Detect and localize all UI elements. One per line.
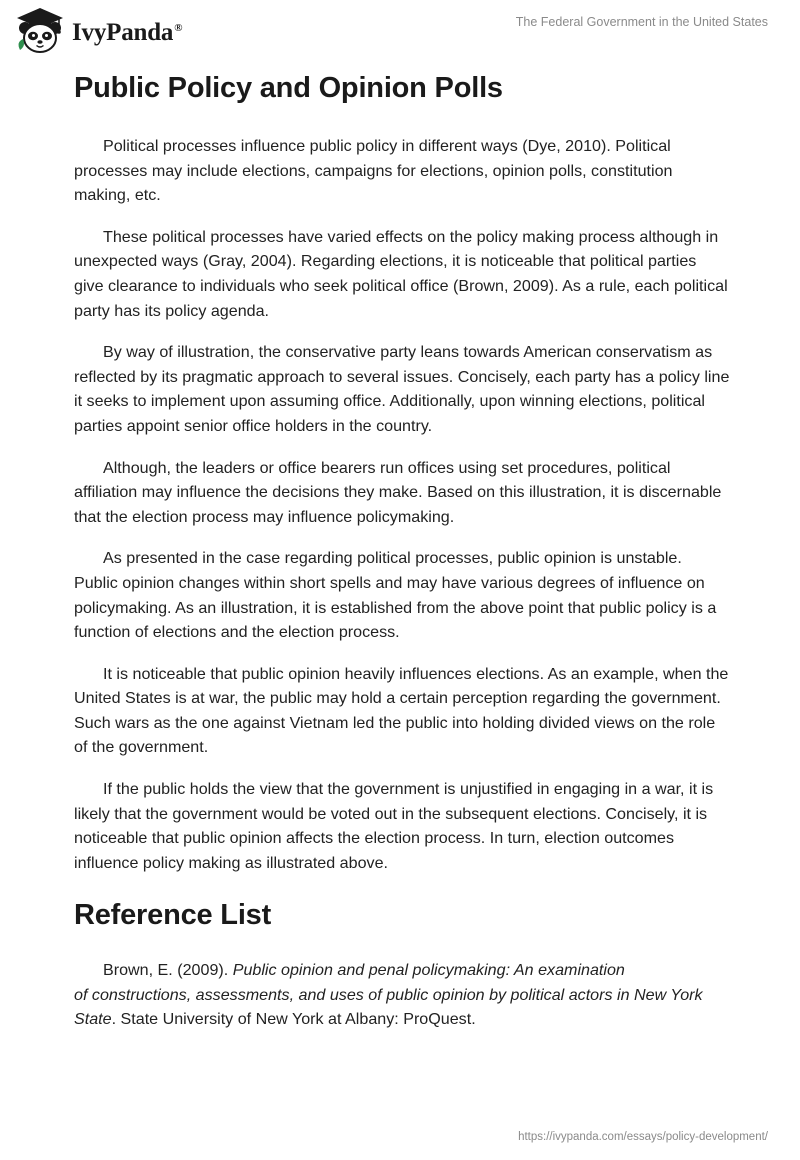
reference-list bbox=[74, 958, 730, 1032]
logo[interactable] bbox=[14, 6, 182, 56]
paragraph: If the public holds the view that the government is unjustified in engaging in a war, it is likely that the government would be voted out in the subsequent elections. Concisely, it is noticeable that public opinion affects the election process. In turn, election outcomes influence policy making as illustrated above. bbox=[74, 780, 714, 872]
essay-body bbox=[74, 134, 730, 892]
section-heading-references: Reference List bbox=[74, 899, 272, 931]
panda-graduate-icon bbox=[14, 6, 66, 56]
paragraph: Although, the leaders or office bearers run offices using set procedures, political affiliation may influence the decisions they make. Based on this illustration, it is discernable that the election process may influence policymaking. bbox=[74, 458, 722, 526]
paragraph: By way of illustration, the conservative party leans towards American conservatism as reflected by its pragmatic approach to several issues. Concisely, each party has a policy line it seeks to implement upon assuming office. Additionally, upon winning elections, political parties appoint senior office holders in the country. bbox=[74, 343, 730, 435]
page-header bbox=[0, 0, 800, 70]
reference-authors: Brown, E. (2009). bbox=[103, 961, 233, 979]
brand-name: IvyPanda® bbox=[72, 19, 183, 46]
reference-item bbox=[74, 958, 730, 1032]
paragraph: These political processes have varied effects on the policy making process although in unexpected ways (Gray, 2004). Regarding elections, it is noticeable that political parties give clearance to individuals who seek political office (Brown, 2009). As a rule, each political party has its policy agenda. bbox=[74, 227, 728, 320]
paragraph: Political processes influence public policy in different ways (Dye, 2010). Political processes may include elections, campaigns for elections, opinion polls, constitution making, etc. bbox=[74, 137, 673, 205]
reference-title: Public opinion and penal policymaking: An examination of constructions, assessments, and uses of public opinion by political actors in New York State bbox=[74, 961, 703, 1029]
paragraph: It is noticeable that public opinion heavily influences elections. As an example, when the United States is at war, the public may hold a certain perception regarding the government. Such wars as the one against Vietnam led the public into holding divided views on the role of the government. bbox=[74, 664, 729, 757]
section-heading-public-policy: Public Policy and Opinion Polls bbox=[74, 72, 503, 104]
reference-publisher: . State University of New York at Albany: ProQuest. bbox=[111, 1010, 476, 1029]
source-url[interactable]: https://ivypanda.com/essays/policy-development/ bbox=[518, 1131, 768, 1143]
paragraph: As presented in the case regarding political processes, public opinion is unstable. Public opinion changes within short spells and may have various degrees of influence on policymaking. As an illustration, it is established from the above point that public policy is a function of elections and the election process. bbox=[74, 549, 717, 642]
document-title: The Federal Government in the United States bbox=[515, 15, 768, 29]
